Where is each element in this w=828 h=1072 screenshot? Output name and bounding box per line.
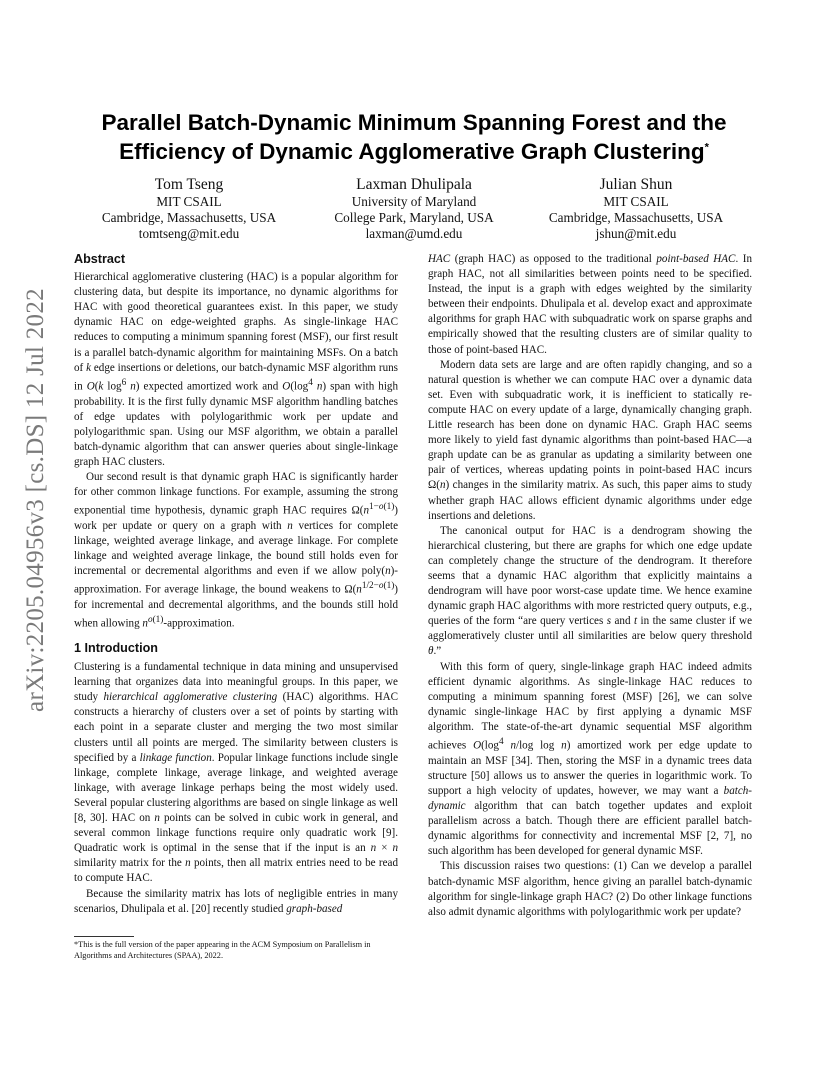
intro-paragraph-6: This discussion raises two questions: (1) Can we develop a parallel batch-dynamic MSF algorithm, hence giving an parallel batch-dynamic algorithm for single-linkage graph HAC? (2) Do other linkage functions also admit dynamic algorithms with polylogarithmic work per update? [428,860,752,918]
intro-paragraph-2-cont: HAC (graph HAC) as opposed to the traditional point-based HAC. In graph HAC, not all similarities between points need to be specified. Instead, the input is a graph with edges weighted by the similarity between their endpoints. Dhulipala et al. develop exact and approximate algorithms for graph HAC with subquadratic work on sparse graphs and empirically showed that the resulting clusters are of similar quality to those of point-based HAC. [428,253,752,356]
right-column [428,252,752,920]
author-email[interactable]: jshun@mit.edu [595,226,677,242]
footnote: *This is the full version of the paper appearing in the ACM Symposium on Parallelism in Algorithms and Architectures (SPAA), 2022. [74,940,371,960]
author-3: Julian Shun MIT CSAIL Cambridge, Massachusetts, USA jshun@mit.edu [516,175,756,243]
author-email[interactable]: laxman@umd.edu [365,226,463,242]
author-email[interactable]: tomtseng@mit.edu [138,226,240,242]
abstract-paragraph-1: Hierarchical agglomerative clustering (HAC) is a popular algorithm for clustering data, but despite its importance, no dynamic algorithms for HAC with good theoretical guarantees exist. In this paper, we study dynamic HAC on edge-weighted graphs. As single-linkage HAC reduces to computing a minimum spanning forest (MSF), our first result is a parallel batch-dynamic algorithm for maintaining MSFs. On a batch of k edge insertions or deletions, our batch-dynamic MSF algorithm runs in O(k $\log^6 n$) expected amortized work and $O(\log^4$ n) span with high probability. It is the first fully dynamic MSF algorithm handling batches of edge updates with polylogarithmic work per update and polylogarithmic span. Using our MSF algorithm, we obtain a parallel batch-dynamic algorithm that can answer queries about single-linkage graph HAC clusters. [74,271,399,468]
arxiv-stamp: arXiv:2205.04956v3 [cs.DS] 12 Jul 2022 [22,288,49,712]
intro-paragraph-4: The canonical output for HAC is a dendrogram showing the hierarchical clustering, but there are graphs for which one edge update can completely change the structure of the dendrogram. It therefore seems that a dynamic HAC algorithm that explicitly maintains a dendrogram will have poor worst-case update time. We hence examine dynamic graph HAC algorithms with more restricted query outputs, e.g., queries of the form “are query vertices s and t in the same cluster if we agglomeratively cluster until all similarities are below query threshold θ.” [428,524,752,658]
author-1: Tom Tseng MIT CSAIL Cambridge, Massachusetts, USA tomtseng@mit.edu [69,175,309,243]
author-2: Laxman Dhulipala University of Maryland College Park, Maryland, USA laxman@umd.edu [294,175,534,243]
title-line-2: Efficiency of Dynamic Agglomerative Graph Clustering* [119,139,709,164]
abstract-paragraph-2: Our second result is that dynamic graph HAC is significantly harder for other common linkage functions. For example, assuming the strong exponential time hypothesis, dynamic graph HAC requires $\Omega(n^{1-o(1)})$ work per update or query on a graph with n vertices for complete linkage, weighted average linkage, and average linkage. For complete linkage and weighted average linkage, the bound still holds even for incremental or decremental algorithms and even if we allow poly(n)-approximation. For average linkage, the bound weakens to $\Omega(n^{1/2-o(1)})$ for incremental and decremental algorithms, and the bounds still hold when allowing $n^{o(1)}$-approximation. [74,471,398,630]
intro-paragraph-5: With this form of query, single-linkage graph HAC indeed admits efficient dynamic algorithms. As single-linkage HAC reduces to computing a minimum spanning forest (MSF) [26], we can solve dynamic single-linkage HAC by first applying a dynamic MSF algorithm. The state-of-the-art dynamic sequential MSF algorithm achieves $O(\log^4$ n/log log n) amortized work per edge update to maintain an MSF [34]. Then, storing the MSF in a dynamic trees data structure [50] allows us to answer the queries in logarithmic work. To support a high velocity of updates, however, we may want a batch-dynamic algorithm that can batch together updates and exploit parallelism across a batch. Though there are efficient parallel batch-dynamic algorithms for connectivity and incremental MSF [2, 7], no such algorithm has been developed for general dynamic MSF. [428,660,752,858]
title-line-1: Parallel Batch-Dynamic Minimum Spanning Forest and the [101,110,727,135]
paper-title [74,108,754,166]
author-block [74,175,754,245]
intro-paragraph-3: Modern data sets are large and are often rapidly changing, and so a natural question is whether we can compute HAC over a dynamic data set. Even with subquadratic work, it is inefficient to statically re-compute HAC on every update of a large, dynamically changing graph. Little research has been done on dynamic HAC. Graph HAC seems more likely to yield fast dynamic algorithms than point-based HAC—a graph update can be as granular as updating a similarity between one pair of vertices, whereas updating points in point-based HAC incurs Ω(n) changes in the similarity matrix. As such, this paper aims to study whether graph HAC allows efficient dynamic algorithms under edge insertions and deletions. [428,358,752,522]
introduction-heading: 1 Introduction [74,641,158,655]
footnote-rule [74,936,134,937]
intro-paragraph-2: Because the similarity matrix has lots of negligible entries in many scenarios, Dhulipala et al. [20] recently studied graph-based [74,887,398,915]
left-column [74,252,398,917]
abstract-heading: Abstract [74,252,126,266]
intro-paragraph-1: Clustering is a fundamental technique in data mining and unsupervised learning that organizes data into meaningful groups. In this paper, we study hierarchical agglomerative clustering (HAC) algorithms. HAC constructs a hierarchy of clusters over a set of points by starting with each point in a separate cluster and merging the two most similar clusters until all points are merged. The similarity between clusters is specified by a linkage function. Popular linkage functions include single linkage, complete linkage, average linkage, and weighted average linkage, with average linkage perhaps being the most widely used. Several popular clustering algorithms are based on single linkage as well [8, 30]. HAC on n points can be solved in cubic work in general, and several common linkage functions require only quadratic work [9]. Quadratic work is optimal in the sense that if the input is an n × n similarity matrix for the n points, then all matrix entries need to be read to compute HAC. [74,661,399,885]
